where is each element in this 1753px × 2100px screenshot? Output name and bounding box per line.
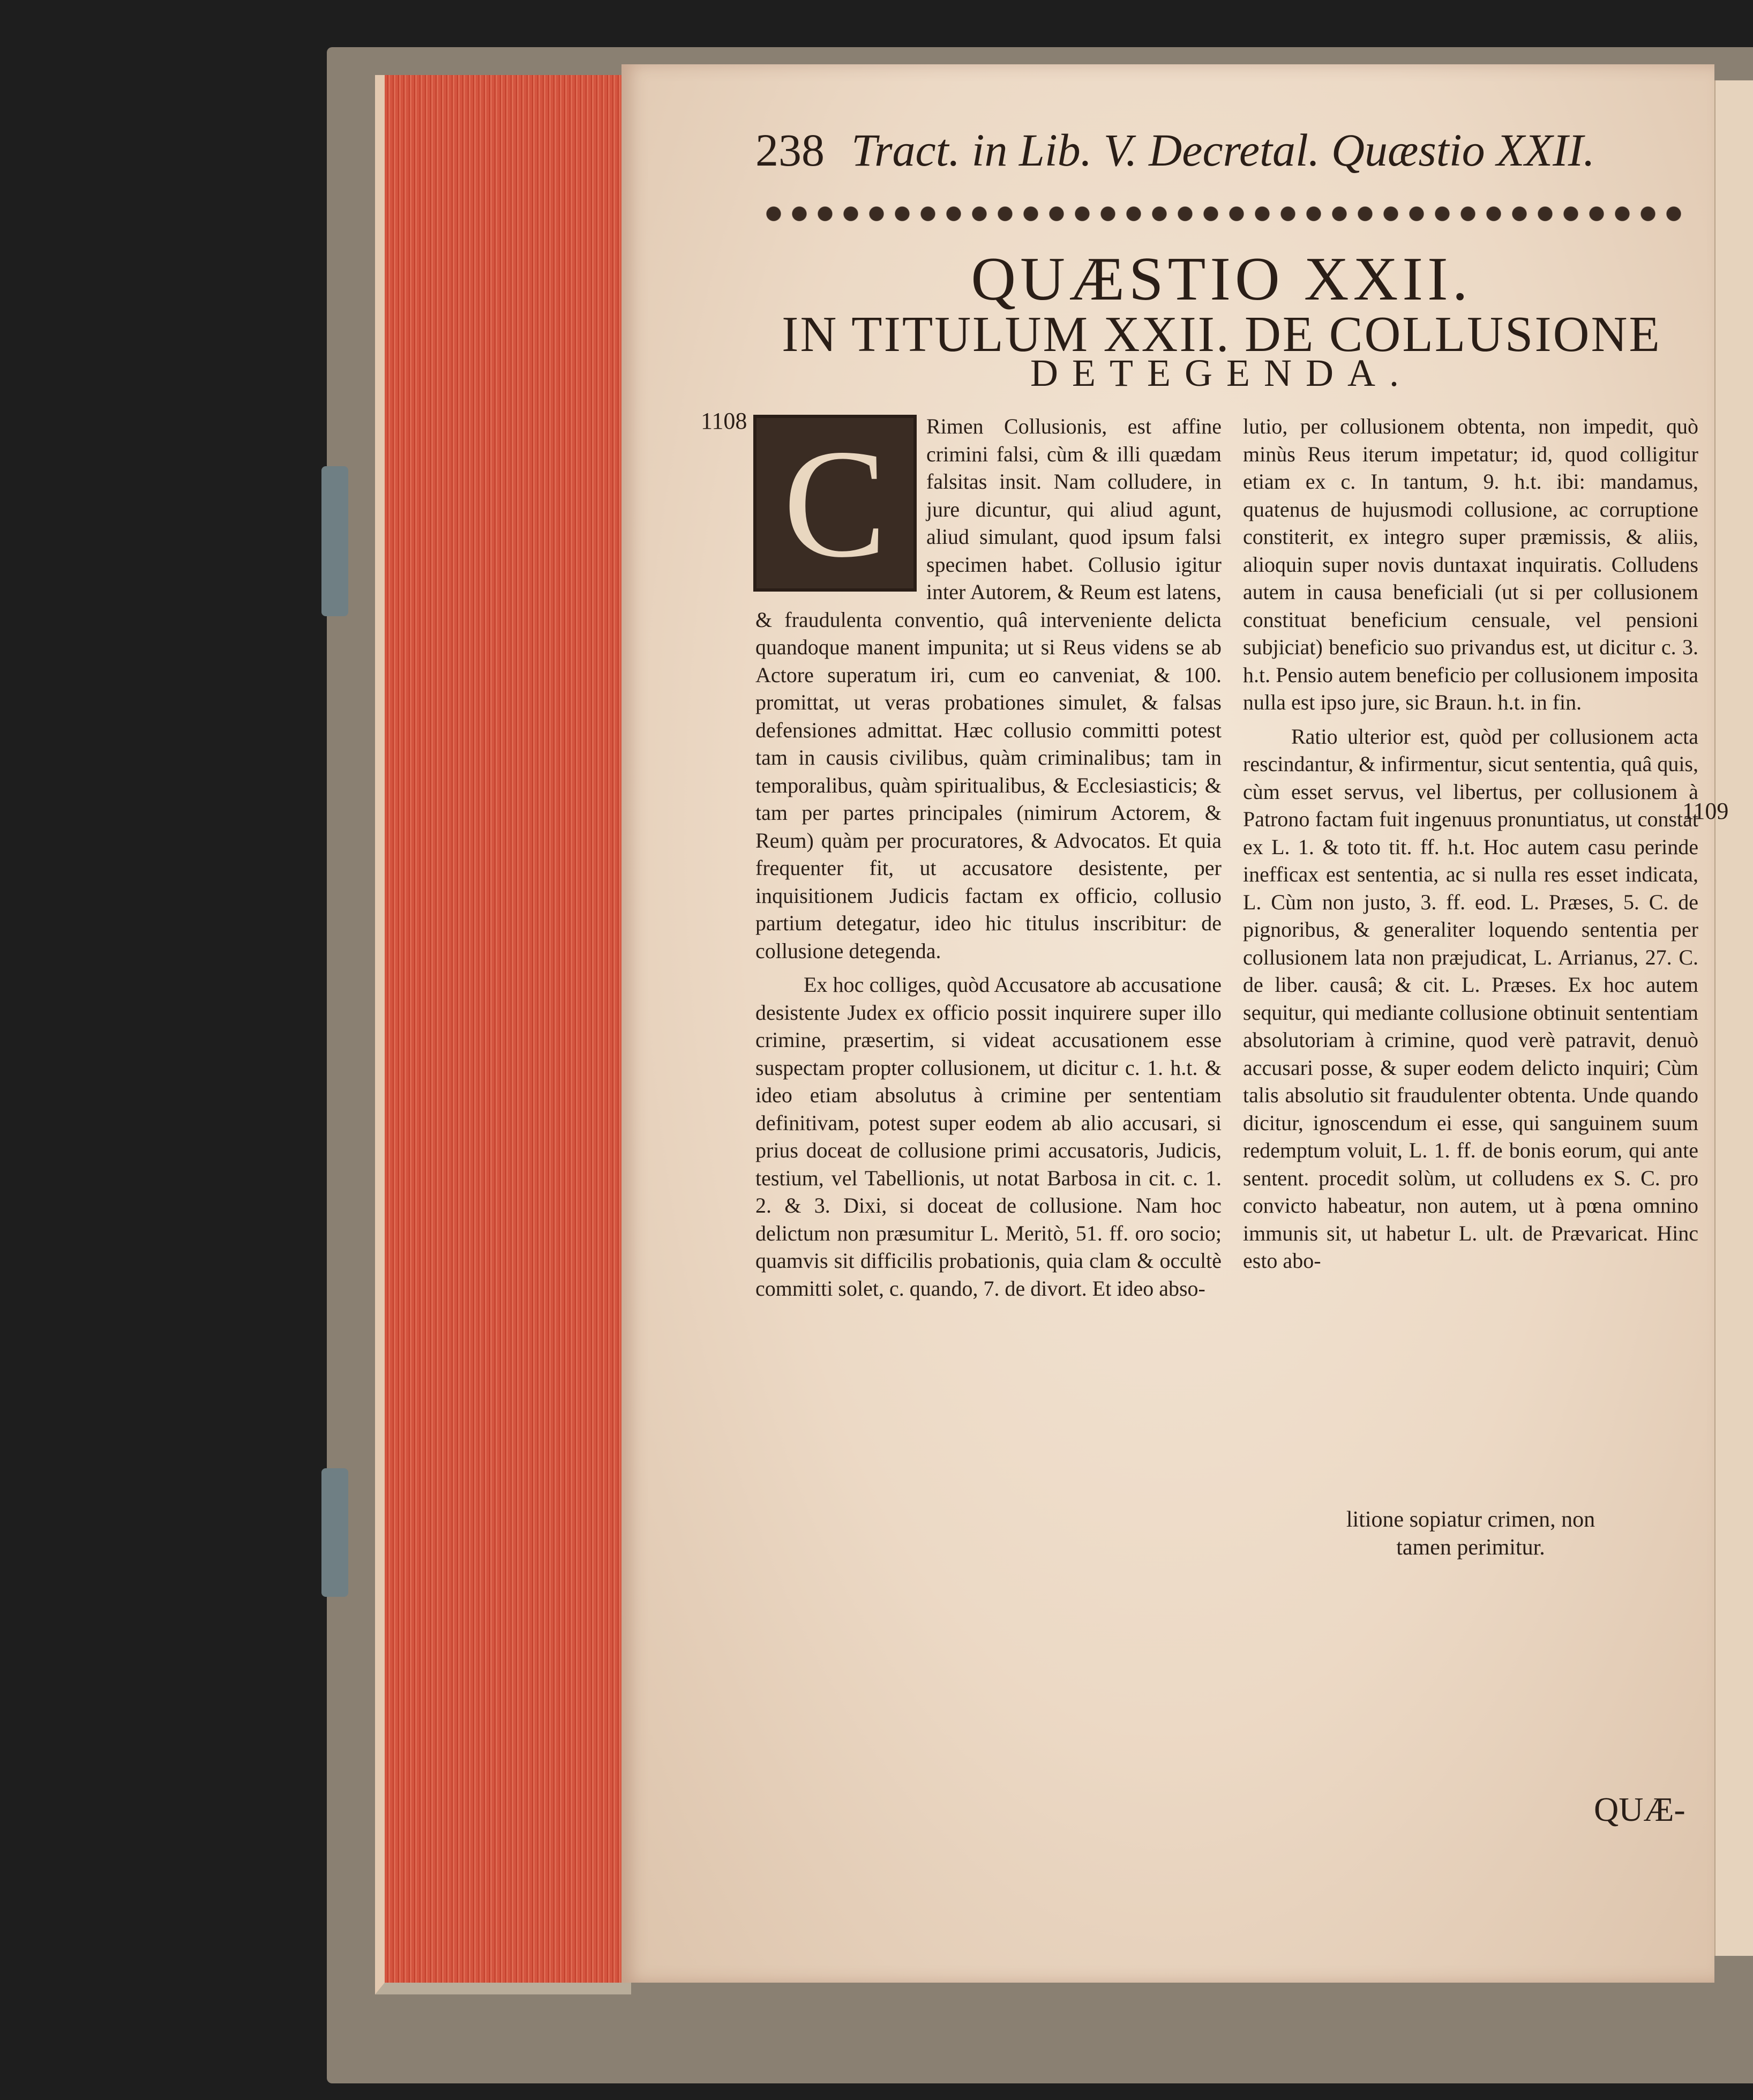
facing-page-edge (1714, 80, 1753, 1956)
paragraph: Ratio ulterior est, quòd per collusionem acta rescindantur, & infirmentur, sicut sententia, quâ quis, cùm esset servus, vel libertus, per collusionem à Patrono factam fuit ingenuus pronuntiatus, ut constat ex L. 1. & toto tit. ff. h.t. Hoc autem casu perinde inefficax est sententia, ac si nulla res esset indicata, L. Cùm non justo, 3. ff. eod. L. Præses, 5. C. de pignoribus, & generaliter loquendo sententia per collusionem lata non præjudicat, L. Arrianus, 27. C. de liber. causâ; & cit. L. Præses. Ex hoc autem sequitur, qui mediante collusione obtinuit sententiam absolutoriam à crimine, quod verè patravit, denuò accusari posse, & super eodem delicto inquiri; Cùm talis absolutio sit fraudulenter obtenta. Unde quando dicitur, ignoscendum ei esse, qui sanguinem suum redemptum voluit, L. 1. ff. de bonis eorum, qui ante sentent. procedit solùm, ut colludens ex S. C. pro convicto habeatur, non autem, ut à pœna omnino immunis sit, ut habetur L. ult. de Prævaricat. Hinc esto abo- (1243, 724, 1698, 1273)
title-subheading-2: DETEGENDA. (1030, 352, 1413, 394)
ornamental-border (761, 201, 1682, 227)
page-number: 238 (755, 124, 825, 176)
right-column (1243, 413, 1698, 1591)
running-head (755, 123, 1595, 177)
question-title: QUÆSTIO XXII. (971, 245, 1472, 313)
clasp-bottom (321, 1468, 348, 1597)
catchword: QUÆ- (1594, 1790, 1685, 1828)
left-column (755, 413, 1222, 1591)
decorated-initial: C (753, 415, 917, 592)
closing-lines (1243, 1506, 1698, 1561)
closing-line: tamen perimitur. (1396, 1535, 1545, 1560)
title-subheading: IN TITULUM XXII. DE COLLUSIONE (782, 307, 1661, 362)
margin-number: 1109 (1682, 798, 1729, 824)
paragraph: Ex hoc colliges, quòd Accusatore ab accusatione desistente Judex ex officio possit inquirere super illo crimine, præsertim, si videat accusationem esse suspectam propter collusionem, ut dicitur c. 1. h.t. & ideo etiam absolutus à crimine per sententiam definitivam, potest super eodem ab alio accusari, si prius doceat de collusione primi accusatoris, Judicis, testium, vel Tabellionis, ut notat Barbosa in cit. c. 1. 2. & 3. Dixi, si doceat de collusione. Nam hoc delictum non præsumitur L. Meritò, 51. ff. oro socio; quamvis sit difficilis probationis, quia clam & occultè committi solet, c. quando, 7. de divort. Et ideo abso- (755, 973, 1222, 1301)
red-page-edges (375, 75, 631, 1994)
clasp-top (321, 466, 348, 616)
paragraph: Rimen Collusionis, est affine crimini falsi, cùm & illi quædam falsitas insit. Nam colludere, in jure dicuntur, qui aliud agunt, aliud simulant, quod ipsum falsi specimen habet. Collusio igitur inter Autorem, & Reum est latens, & fraudulenta conventio, quâ interveniente delicta quandoque manent impunita; ut si Reus videns se ab Actore superatum iri, cum eo canveniat, & 100. promittat, ut veras probationes simulet, & falsas defensiones admittat. Hæc collusio committi potest tam in causis civilibus, quàm criminalibus; tam in temporalibus, quàm spiritualibus, & Ecclesiasticis; & tam per partes principales (nimirum Actorem, & Reum) quàm per procuratores, & Advocatos. Et quia frequenter fit, ut accusatore desistente, per inquisitionem Judicis factam ex officio, collusio partium detegatur, ideo hic titulus inscribitur: de collusione detegenda. (755, 414, 1222, 963)
closing-line: litione sopiatur crimen, non (1346, 1507, 1595, 1532)
margin-number: 1108 (701, 408, 747, 434)
paragraph: lutio, per collusionem obtenta, non impedit, quò minùs Reus iterum impetatur; id, quod colligitur etiam ex c. In tantum, 9. h.t. ibi: mandamus, quatenus de hujusmodi collusione, ac corruptione constiterit, ex integro super præmissis, & aliis, alioquin super novis duntaxat inquiratis. Colludens autem in causa beneficiali (ut si per collusionem constituat beneficium censuale, vel pensioni subjiciat) beneficio suo privandus est, ut dicitur c. 3. h.t. Pensio autem beneficio per collusionem imposita nulla est ipso jure, sic Braun. h.t. in fin. (1243, 414, 1698, 714)
running-title: Tract. in Lib. V. Decretal. Quæstio XXII. (851, 124, 1595, 176)
